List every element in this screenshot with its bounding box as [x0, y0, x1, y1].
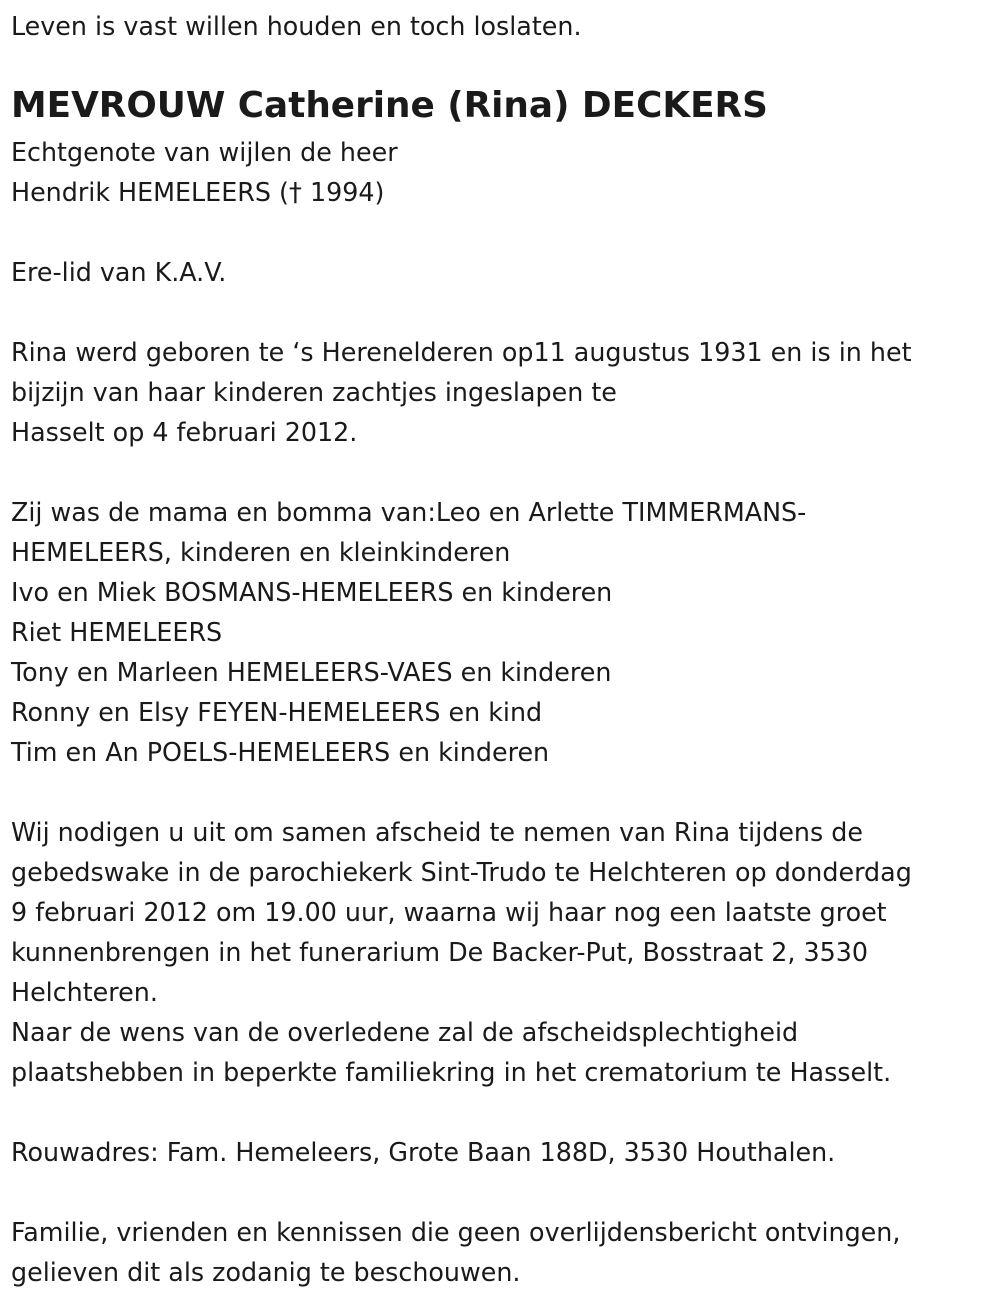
- family-line: Zij was de mama en bomma van:Leo en Arlette TIMMERMANS-: [11, 497, 807, 527]
- family-line: Ivo en Miek BOSMANS-HEMELEERS en kinderen: [11, 577, 613, 607]
- paragraph-line: kunnenbrengen in het funerarium De Backer-Put, Bosstraat 2, 3530: [11, 937, 869, 967]
- mourning-address: Rouwadres: Fam. Hemeleers, Grote Baan 188D, 3530 Houthalen.: [11, 1137, 836, 1167]
- spacer: [11, 212, 991, 252]
- paragraph-line: Familie, vrienden en kennissen die geen overlijdensbericht ontvingen,: [11, 1217, 901, 1247]
- paragraph-line: Naar de wens van de overledene zal de afscheidsplechtigheid: [11, 1017, 799, 1047]
- invitation-paragraph: [11, 812, 991, 1092]
- paragraph-line: 9 februari 2012 om 19.00 uur, waarna wij haar nog een laatste groet: [11, 897, 887, 927]
- paragraph-line: Hasselt op 4 februari 2012.: [11, 417, 358, 447]
- paragraph-line: Wij nodigen u uit om samen afscheid te nemen van Rina tijdens de: [11, 817, 863, 847]
- motto-text: Leven is vast willen houden en toch loslaten.: [11, 11, 582, 41]
- birth-paragraph: [11, 332, 991, 452]
- spacer: [11, 772, 991, 812]
- paragraph-line: gelieven dit als zodanig te beschouwen.: [11, 1257, 521, 1287]
- family-line: Ronny en Elsy FEYEN-HEMELEERS en kind: [11, 697, 543, 727]
- spouse-name-line: [11, 172, 991, 212]
- spouse-name: Hendrik HEMELEERS (: [11, 177, 289, 207]
- spacer: [11, 1172, 991, 1212]
- spouse-death-year: 1994): [301, 177, 385, 207]
- spacer: [11, 452, 991, 492]
- paragraph-line: gebedswake in de parochiekerk Sint-Trudo te Helchteren op donderdag: [11, 857, 912, 887]
- spacer: [11, 292, 991, 332]
- closing-paragraph: [11, 1212, 991, 1292]
- paragraph-line: plaatshebben in beperkte familiekring in het crematorium te Hasselt.: [11, 1057, 892, 1087]
- spacer: [11, 1092, 991, 1132]
- family-line: Tony en Marleen HEMELEERS-VAES en kinderen: [11, 657, 612, 687]
- paragraph-line: Helchteren.: [11, 977, 158, 1007]
- cross-icon: †: [288, 178, 302, 208]
- family-line: Riet HEMELEERS: [11, 617, 223, 647]
- family-list: [11, 492, 991, 772]
- obituary-notice: [11, 0, 991, 1292]
- membership-line: Ere-lid van K.A.V.: [11, 257, 227, 287]
- deceased-name-heading: MEVROUW Catherine (Rina) DECKERS: [11, 85, 768, 126]
- spouse-line: Echtgenote van wijlen de heer: [11, 137, 398, 167]
- paragraph-line: Rina werd geboren te ‘s Herenelderen op11 augustus 1931 en is in het: [11, 337, 912, 367]
- paragraph-line: bijzijn van haar kinderen zachtjes ingeslapen te: [11, 377, 617, 407]
- family-line: HEMELEERS, kinderen en kleinkinderen: [11, 537, 511, 567]
- family-line: Tim en An POELS-HEMELEERS en kinderen: [11, 737, 550, 767]
